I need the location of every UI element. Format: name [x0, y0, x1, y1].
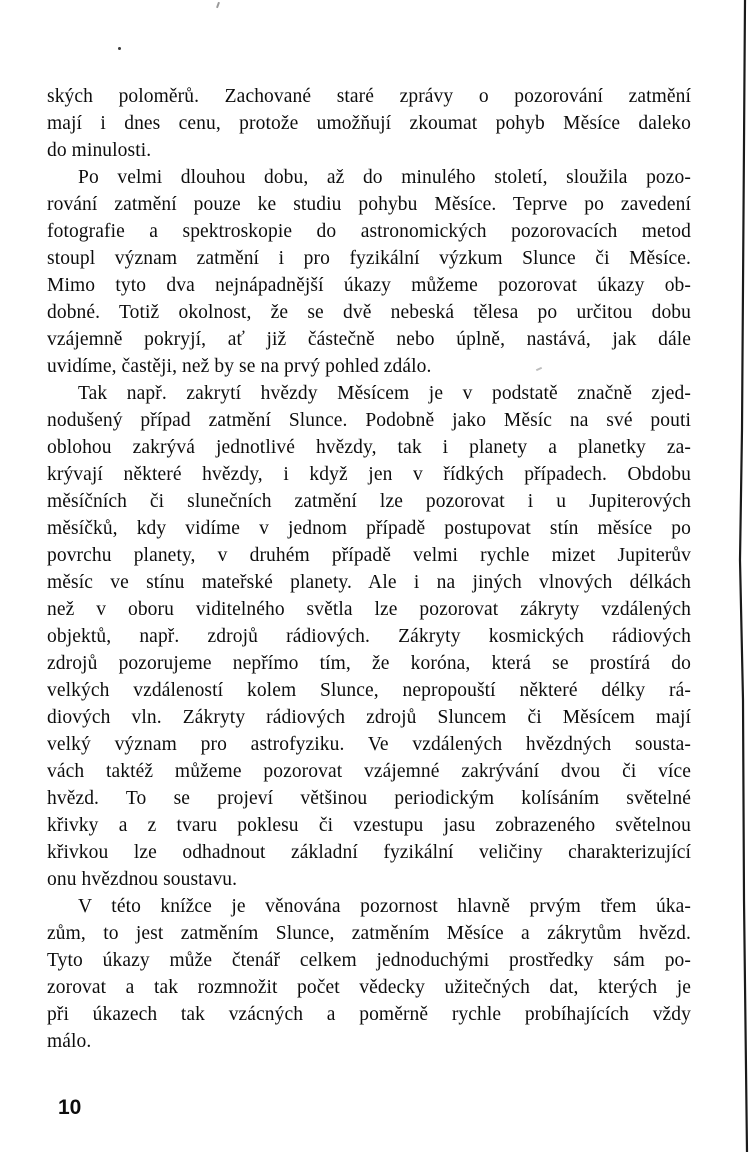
text-line: málo. [47, 1031, 92, 1052]
scan-speck [118, 47, 121, 50]
text-block [47, 83, 691, 1055]
text-line: hvězd. To se projeví většinou periodickým kolísáním světelné [47, 788, 691, 809]
text-line: než v oboru viditelného světla lze pozorovat zákryty vzdálených [47, 599, 691, 620]
text-line: Tyto úkazy může čtenář celkem jednoduchými prostředky sám po- [47, 950, 691, 971]
text-line: Mimo tyto dva nejnápadnější úkazy můžeme pozorovat úkazy ob- [47, 275, 691, 296]
text-line: měsíčků, kdy vidíme v jednom případě postupovat stín měsíce po [47, 518, 691, 539]
text-line: vzájemně pokryjí, ať již částečně nebo úplně, nastává, jak dále [47, 329, 691, 350]
text-line: krývají některé hvězdy, i když jen v řídkých případech. Obdobu [47, 464, 691, 485]
text-line: do minulosti. [47, 140, 152, 161]
text-line: velký význam pro astrofyziku. Ve vzdálených hvězdných sousta- [47, 734, 691, 755]
text-line: vách taktéž můžeme pozorovat vzájemné zakrývání dvou či více [47, 761, 691, 782]
text-line: ských poloměrů. Zachované staré zprávy o pozorování zatmění [47, 86, 691, 107]
text-line: objektů, např. zdrojů rádiových. Zákryty kosmických rádiových [47, 626, 691, 647]
text-line: měsíčních či slunečních zatmění lze pozorovat i u Jupiterových [47, 491, 691, 512]
text-line: Tak např. zakrytí hvězdy Měsícem je v podstatě značně zjed- [78, 383, 691, 404]
text-line: oblohou zakrývá jednotlivé hvězdy, tak i planety a planetky za- [47, 437, 691, 458]
page-number: 10 [58, 1096, 82, 1119]
text-line: povrchu planety, v druhém případě velmi rychle mizet Jupiterův [47, 545, 691, 566]
text-line: V této knížce je věnována pozornost hlavně prvým třem úka- [78, 896, 691, 917]
text-line: křivky a z tvaru poklesu či vzestupu jasu zobrazeného světelnou [47, 815, 691, 836]
text-line: uvidíme, častěji, než by se na prvý pohled zdálo. [47, 356, 432, 377]
text-line: zorovat a tak rozmnožit počet vědecky užitečných dat, kterých je [47, 977, 691, 998]
text-line: křivkou lze odhadnout základní fyzikální veličiny charakterizující [47, 842, 691, 863]
text-line: zdrojů pozorujeme nepřímo tím, že koróna, která se prostírá do [47, 653, 691, 674]
text-line: fotografie a spektroskopie do astronomických pozorovacích metod [47, 221, 691, 242]
text-line: nodušený případ zatmění Slunce. Podobně jako Měsíc na své pouti [47, 410, 691, 431]
text-line: diových vln. Zákryty rádiových zdrojů Sluncem či Měsícem mají [47, 707, 691, 728]
text-line: Po velmi dlouhou dobu, až do minulého století, sloužila pozo- [78, 167, 691, 188]
text-line: dobné. Totiž okolnost, že se dvě nebeská tělesa po určitou dobu [47, 302, 691, 323]
scan-speck [216, 2, 220, 8]
text-line: mají i dnes cenu, protože umožňují zkoumat pohyb Měsíce daleko [47, 113, 691, 134]
text-line: stoupl význam zatmění i pro fyzikální výzkum Slunce či Měsíce. [47, 248, 691, 269]
text-line: při úkazech tak vzácných a poměrně rychle probíhajících vždy [47, 1004, 691, 1025]
text-line: měsíc ve stínu mateřské planety. Ale i na jiných vlnových délkách [47, 572, 691, 593]
text-line: zům, to jest zatměním Slunce, zatměním Měsíce a zákrytům hvězd. [47, 923, 691, 944]
text-line: onu hvězdnou soustavu. [47, 869, 238, 890]
text-line: velkých vzdáleností kolem Slunce, nepropouští některé délky rá- [47, 680, 691, 701]
text-line: rování zatmění pouze ke studiu pohybu Měsíce. Teprve po zavedení [47, 194, 691, 215]
